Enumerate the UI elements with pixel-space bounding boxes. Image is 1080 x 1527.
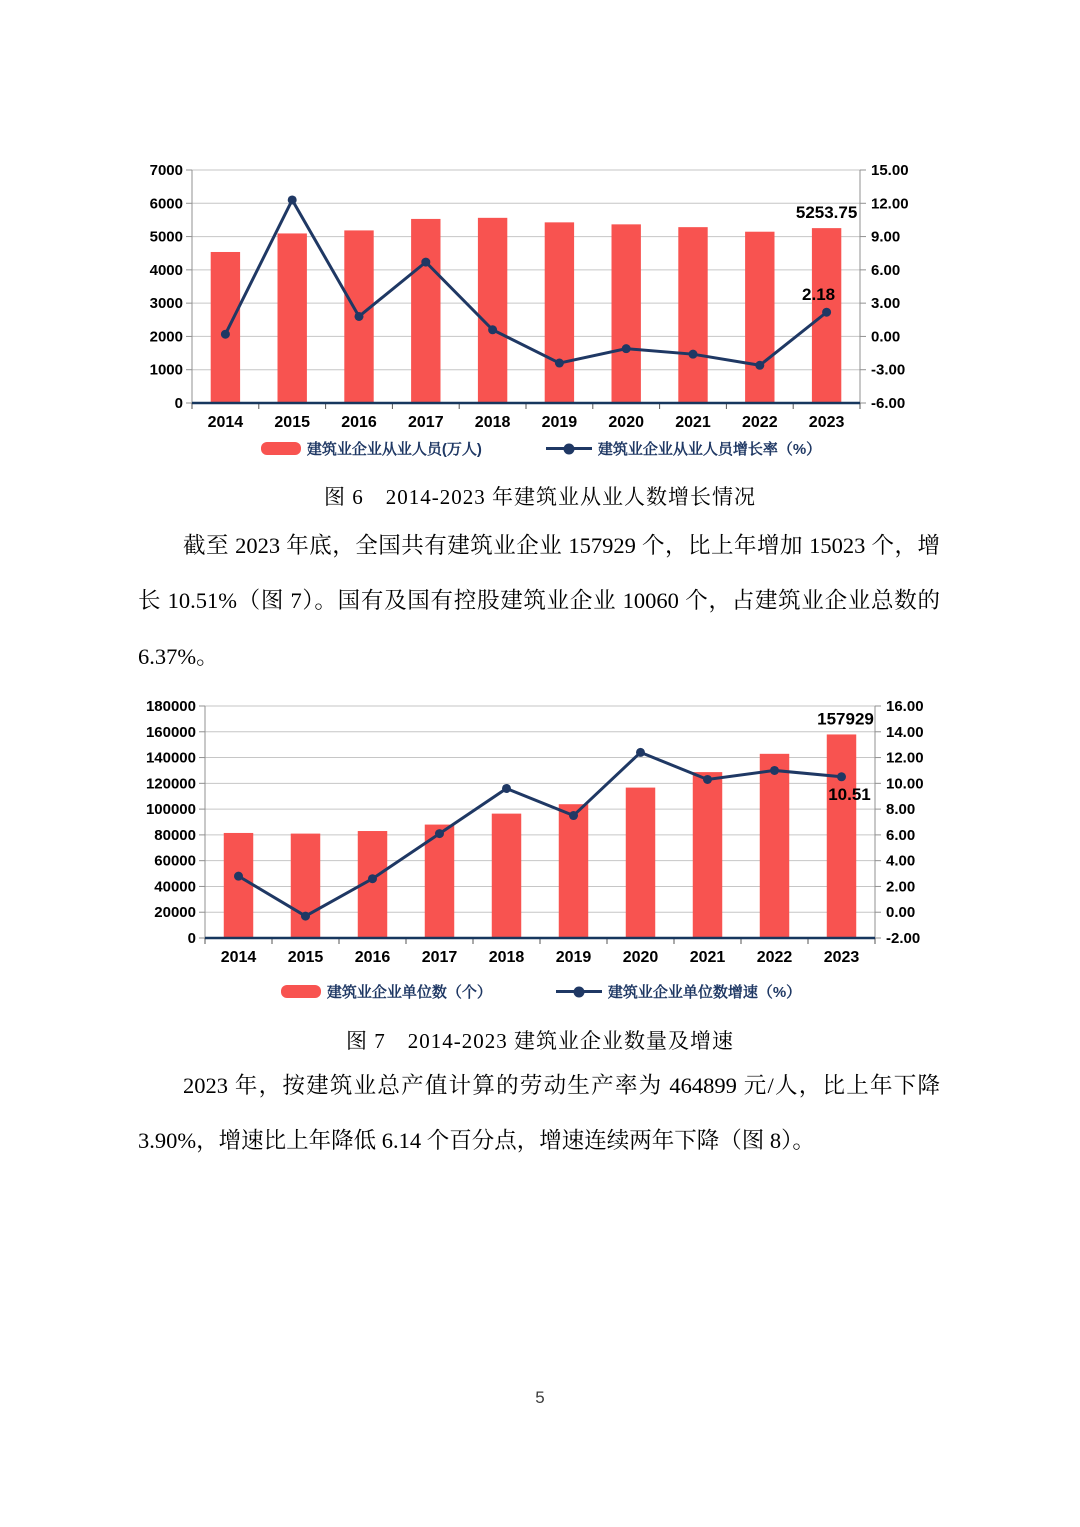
right-axis-tick-label: 2.00 (886, 878, 916, 896)
left-axis-tick-label: 140000 (145, 749, 196, 767)
bar-series-label: 建筑业企业单位数（个） (326, 984, 492, 1001)
bar-2022 (760, 754, 789, 938)
x-axis-label-2015: 2015 (287, 949, 324, 966)
x-axis-label-2017: 2017 (421, 949, 458, 966)
bar-2014 (211, 252, 240, 403)
right-axis-tick-label: 6.00 (871, 261, 901, 279)
figure7-caption: 图 7 2014-2023 建筑业企业数量及增速 (346, 1029, 734, 1053)
figure6-plot (140, 150, 970, 435)
left-axis-tick-label: 2000 (149, 328, 183, 346)
bar-series-swatch (281, 985, 321, 998)
bar-2018 (478, 218, 507, 403)
left-axis-tick-label: 20000 (154, 904, 196, 922)
x-axis-label-2022: 2022 (742, 414, 778, 431)
value-label-10.51: 10.51 (828, 784, 871, 804)
left-axis-tick-label: 4000 (149, 261, 183, 279)
left-axis-tick-label: 40000 (154, 878, 196, 896)
right-axis-tick-label: -3.00 (871, 361, 906, 379)
line-point-2014 (221, 330, 230, 339)
left-axis-tick-label: 120000 (145, 775, 196, 793)
right-axis-tick-label: 12.00 (871, 195, 909, 213)
right-axis-tick-label: 8.00 (886, 801, 916, 819)
x-axis-label-2019: 2019 (555, 949, 592, 966)
line-point-2016 (355, 312, 364, 321)
bar-2019 (559, 804, 588, 938)
line-point-2022 (770, 766, 779, 775)
right-axis-tick-label: -2.00 (886, 930, 921, 947)
value-label-5253.75: 5253.75 (795, 203, 858, 223)
bar-2020 (626, 788, 655, 938)
line-point-2017 (421, 258, 430, 267)
paragraph-enterprise-count: 截至 2023 年底，全国共有建筑业企业 157929 个，比上年增加 15023 个，增长 10.51%（图 7）。国有及国有控股建筑业企业 10060 个，占建筑业企业总数的 6.37%。 (138, 533, 940, 669)
x-axis-label-2016: 2016 (341, 414, 377, 431)
bar-2015 (278, 233, 307, 403)
line-point-2020 (636, 748, 645, 757)
left-axis-tick-label: 6000 (149, 195, 183, 213)
line-series-dot (563, 443, 574, 454)
right-axis-tick-label: 0.00 (871, 328, 901, 346)
right-axis-tick-label: -6.00 (871, 395, 906, 412)
left-axis-tick-label: 0 (174, 395, 183, 412)
line-point-2019 (555, 359, 564, 368)
bar-2020 (612, 224, 641, 403)
x-axis-label-2016: 2016 (354, 949, 391, 966)
right-axis-tick-label: 9.00 (871, 228, 901, 246)
x-axis-label-2019: 2019 (541, 414, 578, 431)
figure6-legend (126, 438, 956, 459)
x-axis-label-2020: 2020 (622, 949, 659, 966)
left-axis-tick-label: 180000 (145, 698, 196, 715)
x-axis-label-2018: 2018 (488, 949, 525, 966)
x-axis-label-2015: 2015 (274, 414, 310, 431)
left-axis-tick-label: 5000 (149, 228, 183, 246)
legend-item-line (546, 438, 821, 459)
line-point-2020 (622, 344, 631, 353)
bar-2023 (827, 734, 856, 938)
figure7-chart (140, 692, 970, 977)
figure6-caption: 图 6 2014-2023 年建筑业从业人数增长情况 (324, 485, 756, 509)
left-axis-tick-label: 80000 (154, 826, 196, 844)
bar-2014 (224, 833, 253, 938)
bar-2022 (745, 232, 774, 403)
line-point-2016 (368, 874, 377, 883)
bar-2021 (678, 227, 707, 403)
line-point-2018 (502, 784, 511, 793)
bar-series-label: 建筑业企业从业人员(万人) (306, 441, 482, 458)
left-axis-tick-label: 100000 (145, 801, 196, 819)
line-point-2015 (301, 912, 310, 921)
line-point-2023 (822, 308, 831, 317)
line-series-label: 建筑业企业单位数增速（%） (607, 984, 802, 1001)
right-axis-tick-label: 12.00 (886, 749, 924, 767)
x-axis-label-2021: 2021 (689, 949, 726, 966)
line-series-label: 建筑业企业从业人员增长率（%） (597, 441, 822, 458)
legend-item-bar (281, 981, 492, 1002)
value-label-2.18: 2.18 (802, 285, 836, 305)
line-point-2019 (569, 811, 578, 820)
right-axis-tick-label: 14.00 (886, 723, 924, 741)
legend-item-line (556, 981, 801, 1002)
left-axis-tick-label: 0 (187, 930, 196, 947)
line-series-dot (573, 986, 584, 997)
right-axis-tick-label: 15.00 (871, 162, 909, 179)
paragraph-labor-productivity: 2023 年，按建筑业总产值计算的劳动生产率为 464899 元/人，比上年下降 3.90%，增速比上年降低 6.14 个百分点，增速连续两年下降（图 8）。 (138, 1073, 940, 1154)
x-axis-label-2023: 2023 (808, 414, 845, 431)
line-point-2014 (234, 872, 243, 881)
bar-2021 (693, 772, 722, 938)
right-axis-tick-label: 16.00 (886, 698, 924, 715)
x-axis-label-2014: 2014 (207, 414, 244, 431)
figure6-chart (140, 150, 970, 435)
x-axis-label-2018: 2018 (474, 414, 511, 431)
x-axis-label-2022: 2022 (756, 949, 793, 966)
legend-item-bar (261, 438, 482, 459)
right-axis-tick-label: 3.00 (871, 295, 901, 313)
line-point-2015 (288, 195, 297, 204)
x-axis-label-2020: 2020 (608, 414, 644, 431)
line-series-swatch (556, 990, 602, 993)
bar-2019 (545, 222, 574, 403)
figure7-legend (126, 981, 956, 1002)
line-series-swatch (546, 447, 592, 450)
line-point-2022 (755, 361, 764, 370)
line-point-2023 (837, 772, 846, 781)
value-label-157929: 157929 (817, 709, 874, 729)
line-point-2017 (435, 829, 444, 838)
left-axis-tick-label: 160000 (145, 723, 196, 741)
right-axis-tick-label: 10.00 (886, 775, 924, 793)
left-axis-tick-label: 3000 (149, 295, 183, 313)
growth-rate-line (225, 200, 826, 365)
bar-2015 (291, 834, 320, 938)
page-number: 5 (535, 1388, 545, 1407)
x-axis-label-2014: 2014 (220, 949, 257, 966)
line-point-2021 (689, 350, 698, 359)
line-point-2018 (488, 325, 497, 334)
bar-2017 (411, 219, 440, 403)
right-axis-tick-label: 6.00 (886, 826, 916, 844)
x-axis-label-2017: 2017 (408, 414, 444, 431)
left-axis-tick-label: 7000 (149, 162, 183, 179)
bar-2018 (492, 814, 521, 938)
x-axis-label-2023: 2023 (823, 949, 860, 966)
figure7-plot (140, 692, 970, 977)
growth-rate-line (239, 752, 842, 916)
left-axis-tick-label: 1000 (149, 361, 183, 379)
x-axis-label-2021: 2021 (675, 414, 711, 431)
left-axis-tick-label: 60000 (154, 852, 196, 870)
right-axis-tick-label: 4.00 (886, 852, 916, 870)
line-point-2021 (703, 775, 712, 784)
bar-series-swatch (261, 442, 301, 455)
right-axis-tick-label: 0.00 (886, 904, 916, 922)
